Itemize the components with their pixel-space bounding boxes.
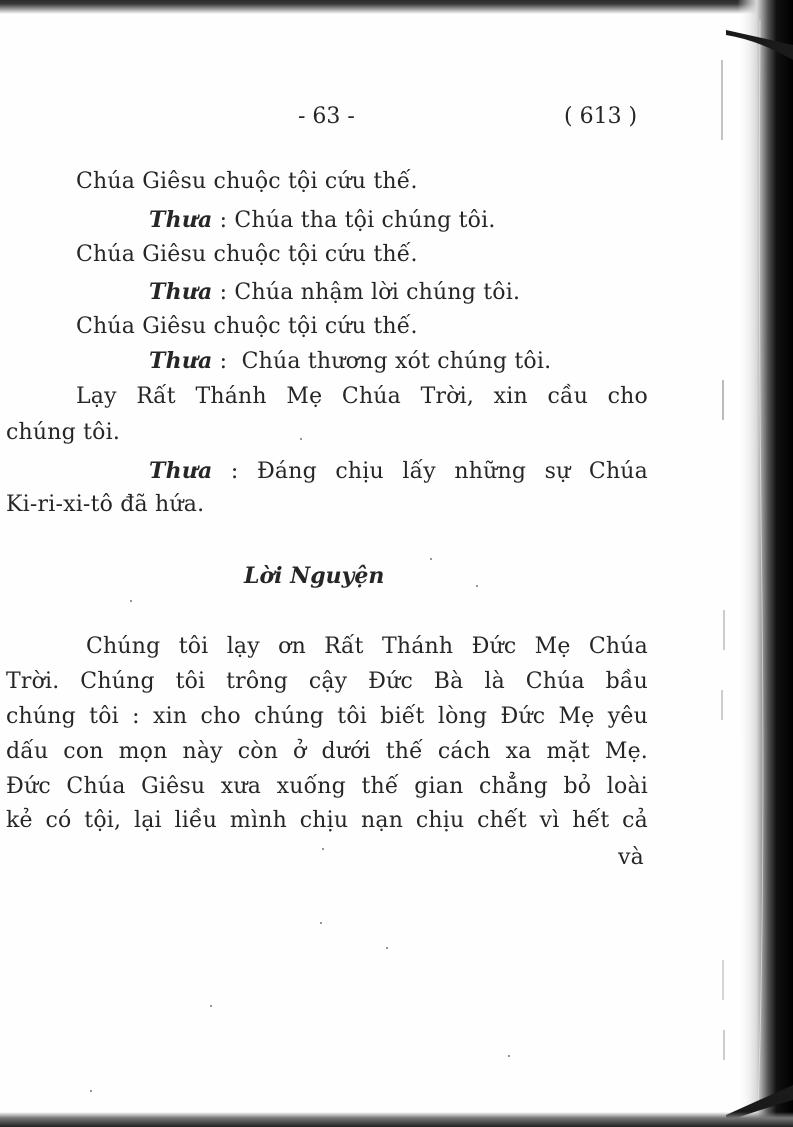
response-label: Thưa bbox=[149, 279, 213, 305]
prayer-line: kẻ có tội, lại liều mình chịu nạn chịu chết vì hết cả bbox=[6, 808, 648, 833]
scan-speck bbox=[210, 1005, 212, 1007]
response-label: Thưa bbox=[149, 207, 213, 233]
scan-speck bbox=[430, 558, 432, 560]
scan-speck bbox=[322, 848, 324, 850]
prayer-line: chúng tôi : xin cho chúng tôi biết lòng Đức Mẹ yêu bbox=[6, 704, 648, 729]
book-binding-edge bbox=[718, 0, 793, 1127]
litany-response bbox=[149, 277, 520, 308]
scan-speck bbox=[386, 947, 388, 949]
litany-call: Chúa Giêsu chuộc tội cứu thế. bbox=[76, 314, 418, 339]
prayer-line: Đức Chúa Giêsu xưa xuống thế gian chẳng bỏ loài bbox=[6, 774, 648, 799]
response-text: : Đáng chịu lấy những sự Chúa bbox=[212, 459, 648, 484]
versicle-line: Lạy Rất Thánh Mẹ Chúa Trời, xin cầu cho bbox=[76, 384, 648, 409]
scan-speck bbox=[320, 922, 322, 924]
litany-response bbox=[149, 346, 551, 377]
versicle-line: chúng tôi. bbox=[6, 420, 121, 445]
section-number: ( 613 ) bbox=[564, 104, 638, 129]
prayer-line: dấu con mọn này còn ở dưới thế cách xa mặt Mẹ. bbox=[6, 739, 648, 764]
scan-top-edge bbox=[0, 0, 793, 14]
litany-call: Chúa Giêsu chuộc tội cứu thế. bbox=[76, 242, 418, 267]
prayer-title: Lời Nguyện bbox=[244, 563, 385, 589]
response-text: : Chúa tha tội chúng tôi. bbox=[212, 208, 496, 233]
versicle-response bbox=[149, 456, 648, 487]
scan-speck bbox=[130, 600, 132, 602]
response-text: : Chúa nhậm lời chúng tôi. bbox=[212, 280, 521, 305]
page-number: - 63 - bbox=[298, 104, 355, 129]
versicle-response-continued: Ki-ri-xi-tô đã hứa. bbox=[6, 492, 205, 517]
prayer-line: Chúng tôi lạy ơn Rất Thánh Đức Mẹ Chúa bbox=[86, 634, 648, 659]
scan-bottom-edge bbox=[0, 1112, 793, 1127]
catchword: và bbox=[618, 845, 644, 870]
prayer-line: Trời. Chúng tôi trông cậy Đức Bà là Chúa bầu bbox=[6, 669, 648, 694]
scan-speck bbox=[508, 1055, 510, 1057]
litany-response bbox=[149, 205, 496, 236]
response-label: Thưa bbox=[149, 458, 213, 484]
response-label: Thưa bbox=[149, 348, 213, 374]
response-text: : Chúa thương xót chúng tôi. bbox=[212, 349, 552, 374]
litany-call: Chúa Giêsu chuộc tội cứu thế. bbox=[76, 169, 418, 194]
scan-speck bbox=[90, 1090, 92, 1092]
scan-speck bbox=[476, 585, 478, 587]
scan-speck bbox=[300, 438, 302, 440]
